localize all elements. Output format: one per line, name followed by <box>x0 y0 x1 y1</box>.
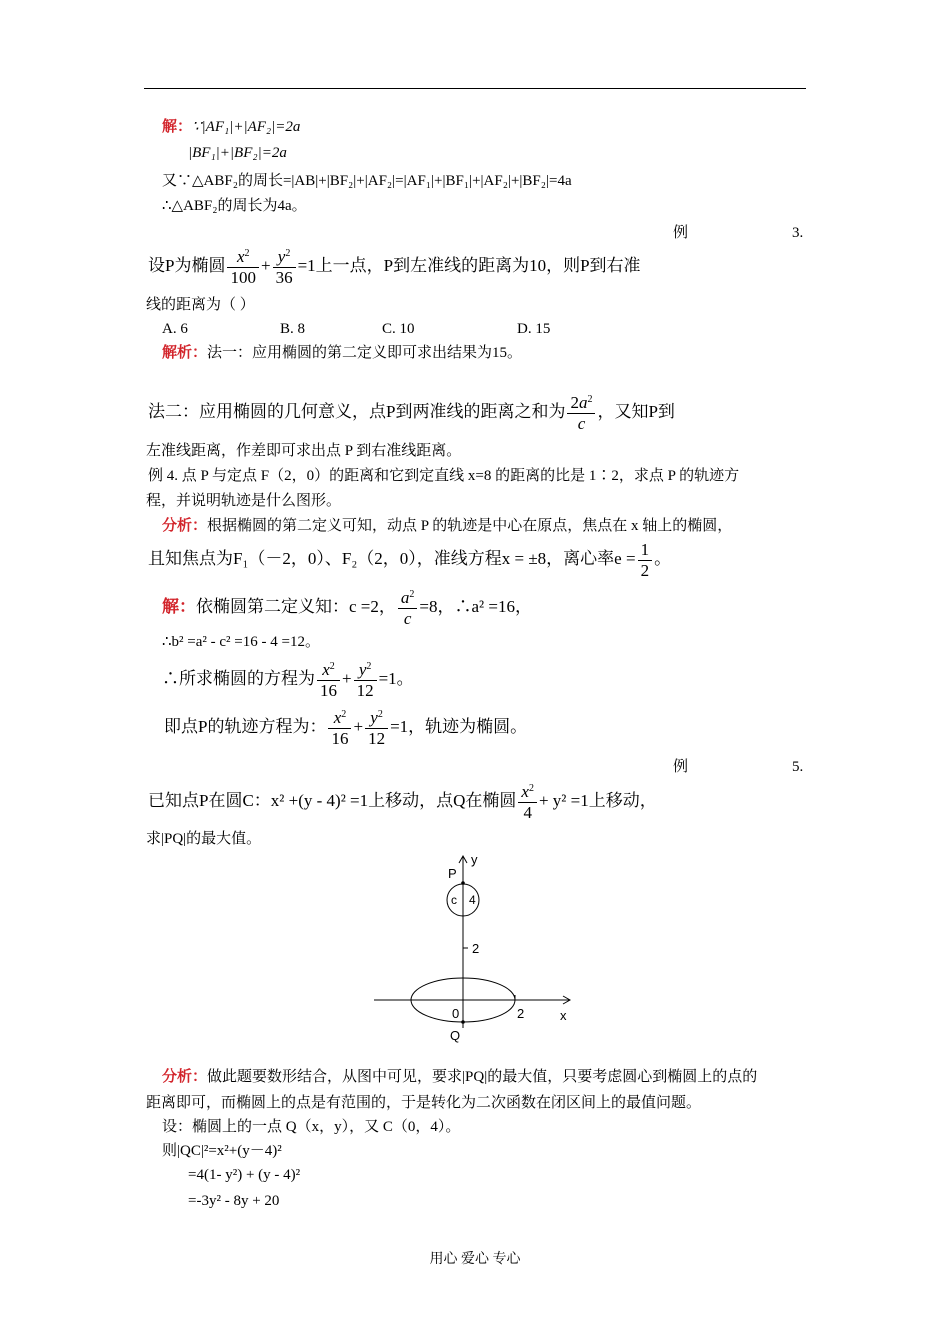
solution-af-sum: ∵|AF₁|+|AF₂|=2a <box>192 119 301 135</box>
example-3-analysis <box>162 344 522 362</box>
qc-line-1: 则|QC|²=x²+(y－4)² <box>162 1143 282 1159</box>
option-b: B. 8 <box>280 321 306 337</box>
solution-line-2 <box>188 144 287 162</box>
locus-line: 即点P的轨迹方程为： $\frac{x^2}{16}$ + $\frac{y^2}{12}$ =1，轨迹为椭圆。 <box>164 707 528 748</box>
fraction-x2-16: $\frac{x^2}{16}$ <box>317 660 340 701</box>
example-3-text-b: =1上一点，P到左准线的距离为10，则P到右准 <box>297 256 641 275</box>
ellipse-circle-figure <box>370 848 580 1048</box>
fraction-x2-4: $\frac{x^2}{4}$ <box>518 782 537 823</box>
example-5-question-tail: 求|PQ|的最大值。 <box>146 831 262 847</box>
perimeter-line: 又∵△ABF₂的周长=|AB|+|BF₂|+|AF₂|=|AF₁|+|BF₁|+|AF₂|+|BF₂|=4a <box>162 173 572 189</box>
fraction-x2-16-b: $\frac{x^2}{16}$ <box>328 708 351 749</box>
method-2-text-a: 法二：应用椭圆的几何意义，点P到两准线的距离之和为 <box>148 402 566 421</box>
analysis-text-4: 根据椭圆的第二定义可知，动点 P 的轨迹是中心在原点，焦点在 x 轴上的椭圆， <box>207 518 733 534</box>
example-4-question-tail: 程，并说明轨迹是什么图形。 <box>146 493 342 509</box>
solution-4-text-b: =8，∴a² =16， <box>419 597 532 616</box>
label-c: c <box>451 893 457 907</box>
analysis-5-text-a: 做此题要数形结合，从图中可见，要求|PQ|的最大值，只要考虑圆心到椭圆上的点的 <box>207 1069 758 1085</box>
solution-label: 解： <box>162 119 193 135</box>
ellipse-equation-line: ∴所求椭圆的方程为 $\frac{x^2}{16}$ + $\frac{y^2}{12}$ =1。 <box>162 659 414 700</box>
example-4-solution <box>162 584 532 630</box>
label-y-2: 2 <box>472 941 480 956</box>
solution-line-1 <box>162 118 300 136</box>
option-a: A. 6 <box>162 321 188 337</box>
fraction-y2-12-b: $\frac{y^2}{12}$ <box>365 708 388 749</box>
foci-text: 且知焦点为F₁（－2，0）、F₂（2，0），准线方程x = ±8，离心率e = <box>148 549 636 568</box>
method-2-line <box>148 386 675 438</box>
qc-line-2: =4(1- y²) + (y - 4)² <box>188 1167 301 1183</box>
example-5-text-b: + y² =1上移动， <box>538 791 657 810</box>
method-2-tail: 左准线距离，作差即可求出点 P 到右准线距离。 <box>146 443 462 459</box>
header-rule <box>144 88 806 89</box>
solution-bf-sum: |BF₁|+|BF₂|=2a <box>188 145 287 161</box>
fraction-a2-c: $\frac{a^2}{c}$ <box>398 588 418 629</box>
option-c: C. 10 <box>382 321 415 337</box>
foci-line <box>148 536 671 582</box>
example-5-text-a: 已知点P在圆C：x² +(y - 4)² =1上移动，点Q在椭圆 <box>148 791 517 810</box>
option-d: D. 15 <box>517 321 551 337</box>
label-q: Q <box>450 1028 461 1043</box>
label-4: 4 <box>469 893 476 907</box>
example-5-analysis <box>162 1068 757 1086</box>
ellipse-equation-end: =1。 <box>378 669 414 688</box>
example-5-number: 5. <box>792 759 804 775</box>
method-2-text-b: ，又知P到 <box>597 402 675 421</box>
fraction-x2-100: $\frac{x^2}{100}$ <box>227 247 259 288</box>
b-squared-line: ∴b² =a² - c² =16 - 4 =12。 <box>162 634 320 650</box>
analysis-label: 解析： <box>162 345 208 361</box>
analysis-label-4: 分析： <box>162 518 208 534</box>
label-y: y <box>471 852 478 867</box>
locus-text: 即点P的轨迹方程为： <box>164 717 327 736</box>
ellipse-equation-text: ∴所求椭圆的方程为 <box>162 669 315 688</box>
set-point-line: 设：椭圆上的一点 Q（x，y），又 C（0，4）。 <box>162 1119 461 1135</box>
solution-4-text-a: 依椭圆第二定义知：c =2， <box>196 597 396 616</box>
fraction-2a2-c: $\frac{2a^2}{c}$ <box>567 393 595 434</box>
label-origin: 0 <box>452 1006 460 1021</box>
foci-end: 。 <box>654 549 672 568</box>
fraction-y2-12: $\frac{y^2}{12}$ <box>354 660 377 701</box>
example-4-analysis <box>162 517 732 535</box>
point-q <box>461 1020 465 1024</box>
analysis-label-5: 分析： <box>162 1069 208 1085</box>
point-p <box>461 881 465 885</box>
example-3-text-a: 设P为椭圆 <box>148 256 226 275</box>
analysis-5-line-2: 距离即可，而椭圆上的点是有范围的，于是转化为二次函数在闭区间上的最值问题。 <box>146 1095 702 1111</box>
perimeter-conclusion: ∴△ABF₂的周长为4a。 <box>162 198 307 214</box>
label-p: P <box>448 866 457 881</box>
example-3-question: 设P为椭圆 $\frac{x^2}{100}$ + $\frac{y^2}{36}$ =1上一点，P到左准线的距离为10，则P到右准 <box>148 246 641 287</box>
example-3-question-tail: 线的距离为（ ） <box>146 297 255 313</box>
example-5-label: 例 <box>673 759 689 775</box>
fraction-1-2: $\frac{1}{2}$ <box>638 540 653 581</box>
label-x-2: 2 <box>517 1006 525 1021</box>
example-4-question: 例 4. 点 P 与定点 F（2，0）的距离和它到定直线 x=8 的距离的比是 1∶2，求点 P 的轨迹方 <box>148 468 740 484</box>
analysis-method-1: 法一：应用椭圆的第二定义即可求出结果为15。 <box>207 345 523 361</box>
example-3-label: 例 <box>673 225 689 241</box>
solution-label-4: 解： <box>162 597 196 616</box>
example-5-question <box>148 778 657 824</box>
fraction-y2-36: $\frac{y^2}{36}$ <box>273 247 296 288</box>
label-x: x <box>560 1008 567 1023</box>
page-footer: 用心 爱心 专心 <box>429 1252 521 1267</box>
qc-line-3: =-3y² - 8y + 20 <box>188 1193 280 1209</box>
locus-end: =1，轨迹为椭圆。 <box>390 717 528 736</box>
example-3-number: 3. <box>792 225 804 241</box>
